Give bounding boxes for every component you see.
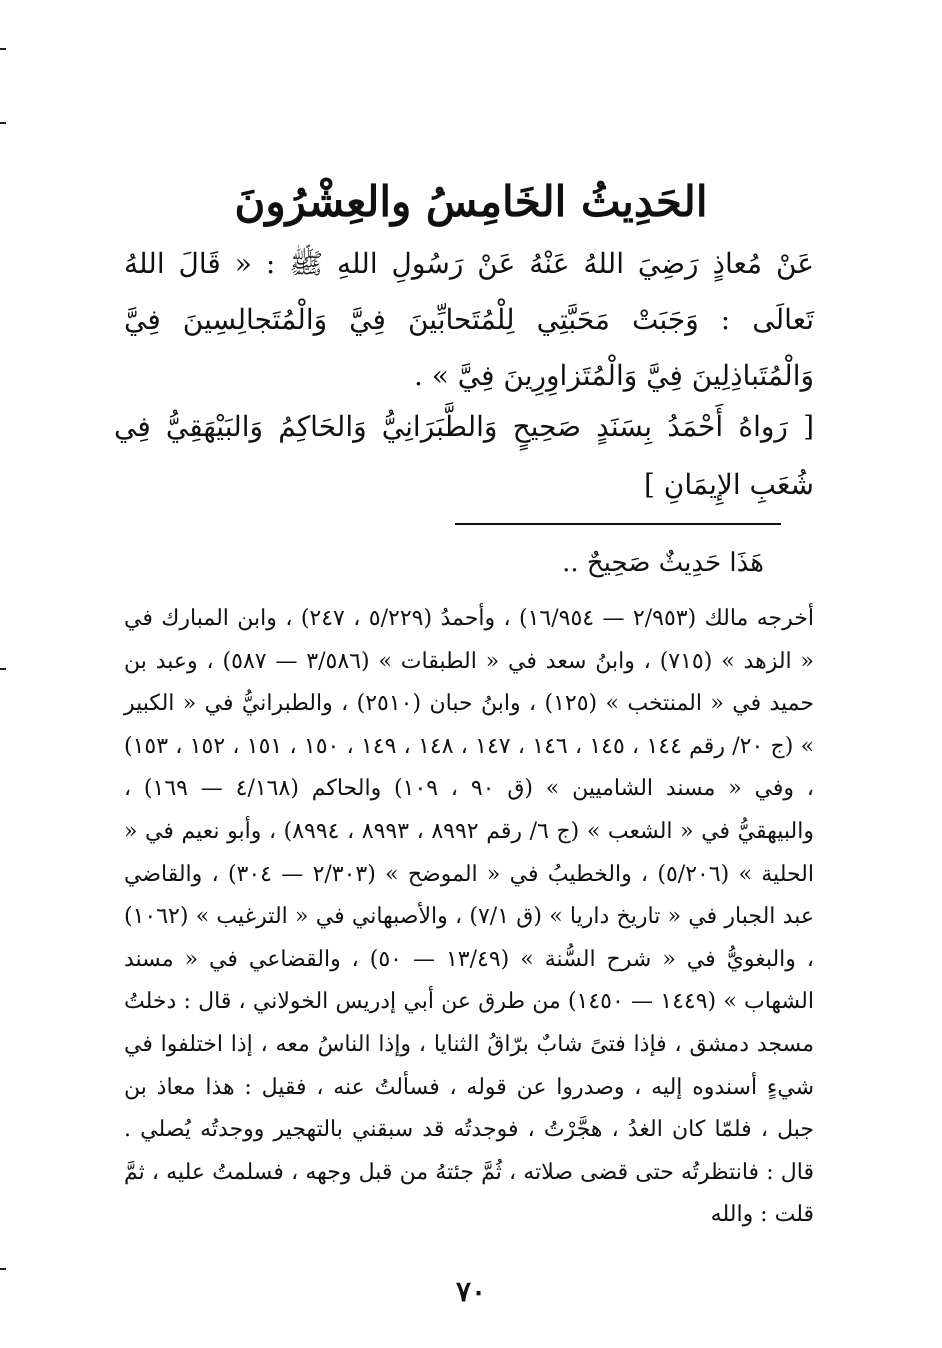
scan-margin-mark (0, 668, 6, 670)
scan-margin-mark (0, 1268, 6, 1270)
hadith-grading: هَذَا حَدِيثٌ صَحِيحٌ .. (562, 548, 764, 578)
narration-attribution: [ رَواهُ أَحْمَدُ بِسَنَدٍ صَحِيحٍ وَالطَّبَرَانِيُّ وَالحَاكِمُ وَالبَيْهَقِيُّ فِي شُعَبِ الإِيمَانِ ] (114, 410, 814, 501)
takhrij-commentary: أخرجه مالك (٢/٩٥٣ — ١٦/٩٥٤) ، وأحمدُ (٥/٢٢٩ ، ٢٤٧) ، وابن المبارك في « الزهد » (٧١٥) ، وابنُ سعد في « الطبقات » (٣/٥٨٦ — ٥٨٧) ، وعبد بن حميد في « المنتخب » (١٢٥) ، وابنُ حبان (٢٥١٠) ، والطبرانيُّ في « الكبير » (ج ٢٠/ رقم ١٤٤ ، ١٤٥ ، ١٤٦ ، ١٤٧ ، ١٤٨ ، ١٤٩ ، ١٥٠ ، ١٥١ ، ١٥٢ ، ١٥٣) ، وفي « مسند الشاميين » (ق ٩٠ ، ١٠٩) والحاكم (٤/١٦٨ — ١٦٩) ، والبيهقيُّ في « الشعب » (ج ٦/ رقم ٨٩٩٢ ، ٨٩٩٣ ، ٨٩٩٤) ، وأبو نعيم في « الحلية » (٥/٢٠٦) ، والخطيبُ في « الموضح » (٢/٣٠٣ — ٣٠٤) ، والقاضي عبد الجبار في « تاريخ داريا » (ق ٧/١) ، والأصبهاني في « الترغيب » (١٠٦٢) ، والبغويُّ في « شرح السُّنة » (١٣/٤٩ — ٥٠) ، والقضاعي في « مسند الشهاب » (١٤٤٩ — ١٤٥٠) من طرق عن أبي إدريس الخولاني ، قال : دخلتُ مسجد دمشق ، فإذا فتىً شابٌ برّاقُ الثنايا ، وإذا الناسُ معه ، إذا اختلفوا في شيءٍ أسندوه إليه ، وصدروا عن قوله ، فسألتُ عنه ، فقيل : هذا معاذ بن جبل ، فلمّا كان الغدُ ، هجَّرْتُ ، فوجدتُه قد سبقني بالتهجير ووجدتُه يُصلي . قال : فانتظرتُه حتى قضى صلاته ، ثُمَّ جئتهُ من قبل وجهه ، فسلمتُ عليه ، ثمَّ قلت : والله (124, 606, 815, 1228)
hadith-text: عَنْ مُعاذٍ رَضِيَ اللهُ عَنْهُ عَنْ رَسُولِ اللهِ ﷺ : « قَالَ اللهُ تَعالَى : وَجَبَتْ مَحَبَّتِي لِلْمُتَحابِّينَ فِيَّ وَالْمُتَجالِسِينَ فِيَّ وَالْمُتَباذِلِينَ فِيَّ وَالْمُتَزاوِرِينَ فِيَّ » . (124, 247, 814, 392)
scan-margin-mark (0, 48, 6, 50)
scan-margin-mark (0, 122, 6, 124)
hadith-heading: الحَدِيثُ الخَامِسُ والعِشْرُونَ (234, 177, 708, 226)
page-number: ٧٠ (455, 1275, 487, 1308)
section-divider (455, 523, 781, 525)
